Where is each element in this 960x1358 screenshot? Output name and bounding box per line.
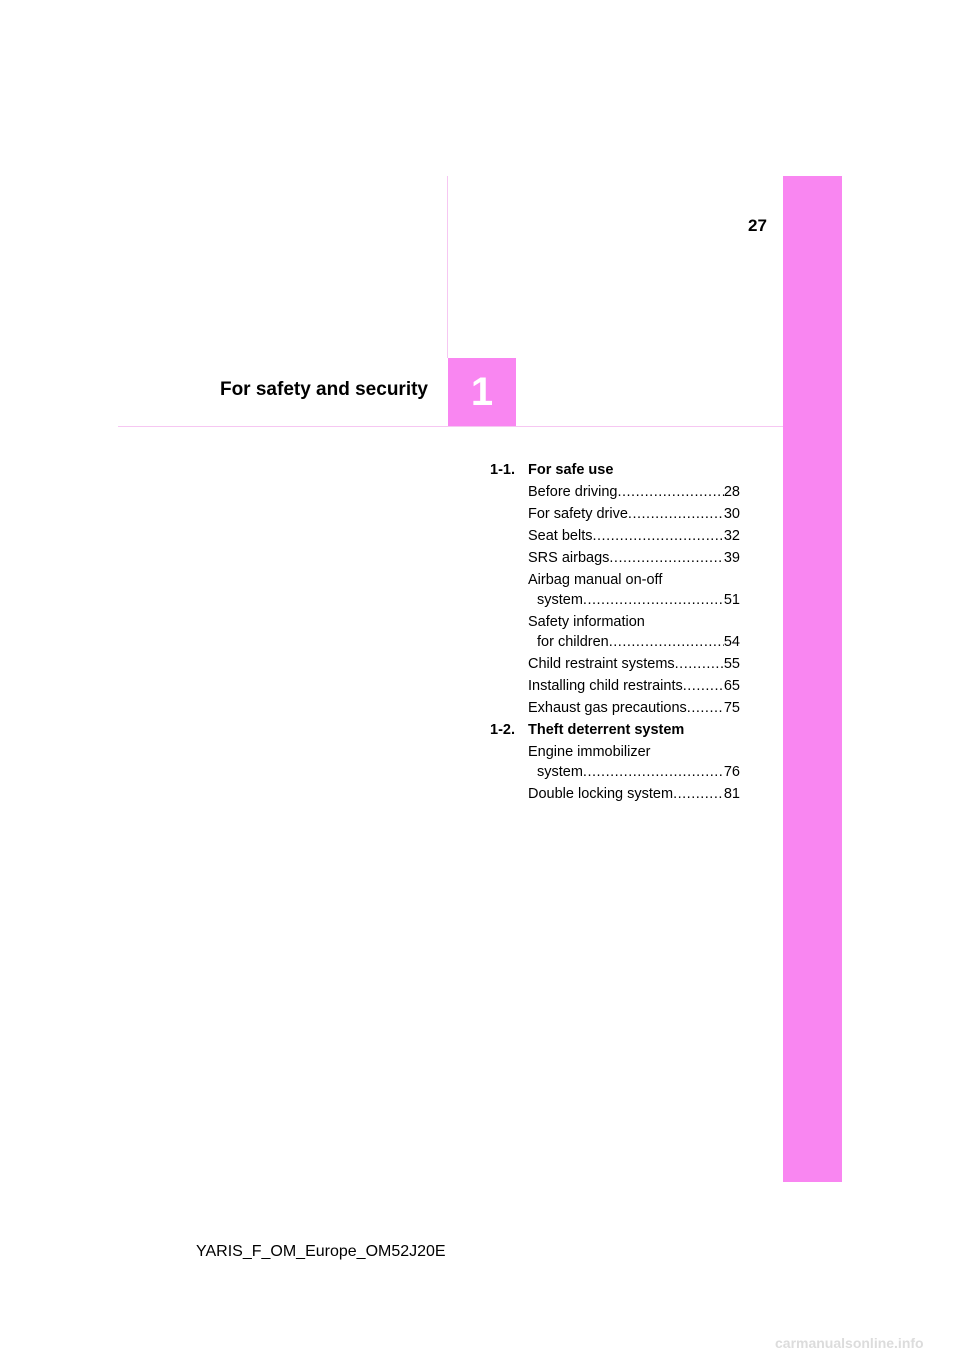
toc-entry[interactable] (528, 570, 740, 610)
toc-dot-leader (675, 654, 724, 674)
toc-entry[interactable] (528, 698, 740, 718)
toc-entry[interactable] (528, 548, 740, 568)
toc-entry-label: Installing child restraints (528, 678, 683, 694)
toc-entry-label: Double locking system (528, 786, 674, 802)
chapter-side-tab (783, 176, 842, 1182)
toc-entry-label: Engine immobilizer (528, 744, 651, 760)
toc-dot-leader (628, 504, 724, 524)
toc-dot-leader (609, 548, 723, 568)
toc-section-title: For safe use (528, 462, 614, 478)
toc-entry[interactable] (528, 526, 740, 546)
toc-dot-leader (593, 526, 724, 546)
toc-entry[interactable] (528, 784, 740, 804)
page-number: 27 (748, 216, 767, 235)
toc-dot-leader (683, 676, 724, 696)
toc-entry-label: Seat belts (528, 528, 593, 544)
toc-section-heading[interactable] (490, 720, 740, 742)
watermark: carmanualsonline.info (775, 1335, 924, 1351)
toc-entry-label: Safety information (528, 614, 645, 630)
chapter-title: For safety and security (219, 379, 428, 400)
toc-dot-leader (673, 784, 724, 804)
toc-entry-page: 81 (723, 786, 740, 802)
toc-dot-leader (617, 482, 723, 502)
table-of-contents (490, 460, 740, 806)
toc-entry-page: 32 (723, 528, 740, 544)
toc-entry[interactable] (528, 612, 740, 652)
toc-dot-leader (583, 590, 724, 610)
toc-entry-page: 76 (723, 764, 740, 780)
horizontal-rule (118, 426, 783, 427)
toc-entry-label: Child restraint systems (528, 656, 675, 672)
toc-entry-page: 30 (723, 506, 740, 522)
toc-entry-page: 39 (723, 550, 740, 566)
toc-entry[interactable] (528, 504, 740, 524)
toc-entry-page: 75 (723, 700, 740, 716)
toc-entry-label: for children (537, 634, 609, 650)
toc-entry-label: For safety drive (528, 506, 628, 522)
toc-entry-page: 51 (723, 592, 740, 608)
toc-section-heading[interactable] (490, 460, 740, 482)
toc-section-title: Theft deterrent system (528, 722, 685, 738)
toc-entry-page: 65 (723, 678, 740, 694)
toc-entry-page: 55 (723, 656, 740, 672)
toc-entry-label: Exhaust gas precautions (528, 700, 687, 716)
toc-entry-label: system (537, 592, 583, 608)
chapter-number: 1 (470, 369, 494, 414)
toc-dot-leader (583, 762, 724, 782)
toc-entry-label: SRS airbags (528, 550, 610, 566)
toc-dot-leader (609, 632, 724, 652)
toc-entry-label: Airbag manual on-off (528, 572, 663, 588)
toc-section-number: 1-1. (490, 462, 515, 478)
toc-entry-label: system (537, 764, 583, 780)
toc-entry-page: 54 (723, 634, 740, 650)
document-code: YARIS_F_OM_Europe_OM52J20E (196, 1243, 446, 1260)
toc-dot-leader (687, 698, 724, 718)
toc-entry-label: Before driving (528, 484, 618, 500)
vertical-rule (447, 176, 448, 358)
toc-entry[interactable] (528, 482, 740, 502)
toc-entry[interactable] (528, 742, 740, 782)
toc-entry[interactable] (528, 654, 740, 674)
toc-entry-page: 28 (723, 484, 740, 500)
toc-entry[interactable] (528, 676, 740, 696)
toc-section-number: 1-2. (490, 722, 515, 738)
chapter-number-box (448, 358, 516, 426)
